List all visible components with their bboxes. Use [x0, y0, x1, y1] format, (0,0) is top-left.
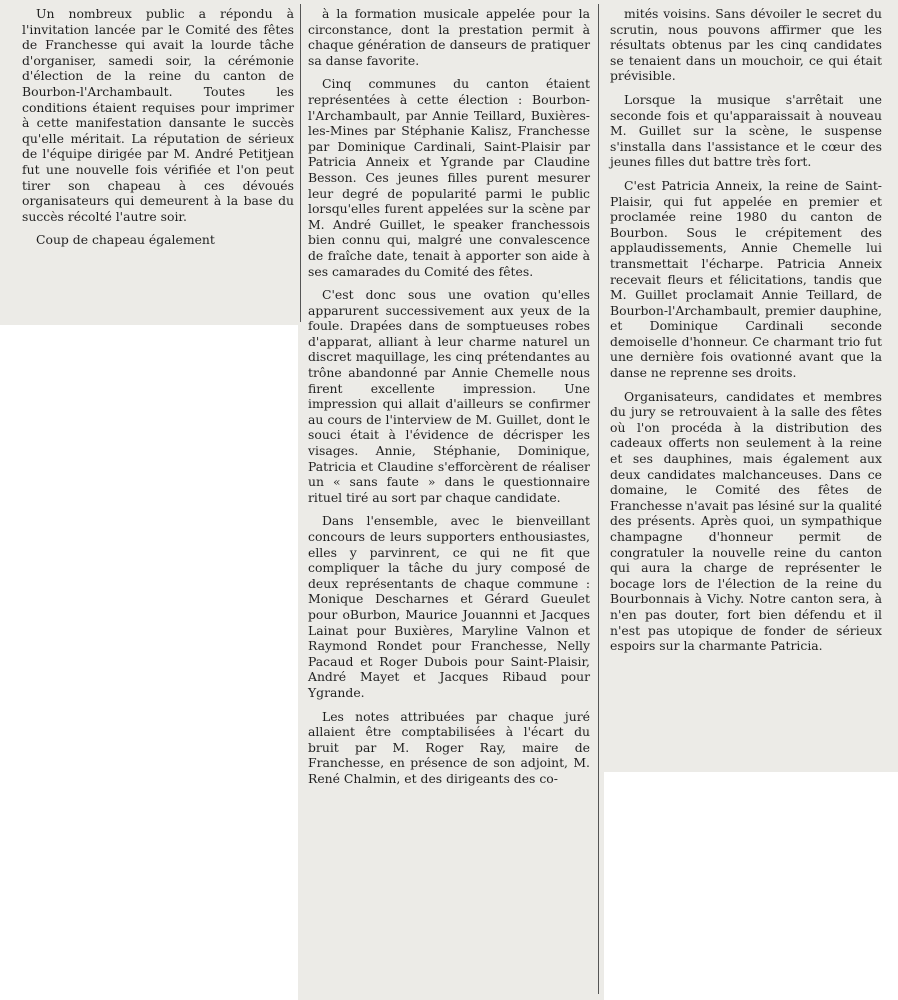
paragraph: Les notes attribuées par chaque juré allaient être comptabilisées à l'écart du bruit par M. Roger Ray, maire de Franchesse, en présence de son adjoint, M. René Chalmin, et des dirigeants des co-	[308, 708, 590, 786]
paragraph: C'est Patricia Anneix, la reine de Saint-Plaisir, qui fut appelée en premier et proclamée reine 1980 du canton de Bourbon. Sous le crépitement des applaudissements, Annie Chemelle lui transmettait l'écharpe. Patricia Anneix recevait fleurs et félicitations, tandis que M. Guillet proclamait Annie Teillard, de Bourbon-l'Archambault, premier dauphine, et Dominique Cardinali seconde demoiselle d'honneur. Ce charmant trio fut une dernière fois ovationné avant que la danse ne reprenne ses droits.	[610, 177, 882, 381]
article-column-3	[610, 6, 882, 662]
paragraph: Coup de chapeau également	[36, 232, 215, 248]
clipping-fragment-bottom	[298, 772, 604, 1000]
column-rule-1	[300, 4, 301, 322]
column-rule-2	[598, 4, 599, 994]
article-column-2	[308, 6, 590, 795]
paragraph: Dans l'ensemble, avec le bienveillant concours de leurs supporters enthousiastes, elles y parvinrent, ce qui ne fit que compliquer la tâche du jury composé de deux représentants de chaque commune : Monique Descharnes et Gérard Gueulet pour oBurbon, Maurice Jouannni et Jacques Lainat pour Buxières, Maryline Valnon et Raymond Rondet pour Franchesse, Nelly Pacaud et Roger Dubois pour Saint-Plaisir, André Mayet et Jacques Ribaud pour Ygrande.	[308, 513, 590, 700]
paragraph: mités voisins. Sans dévoiler le secret du scrutin, nous pouvons affirmer que les résultats obtenus par les cinq candidates se tenaient dans un mouchoir, ce qui était prévisible.	[610, 6, 882, 84]
paragraph: Un nombreux public a répondu à l'invitation lancée par le Comité des fêtes de Franchesse qui avait la lourde tâche d'organiser, samedi soir, la cérémonie d'élection de la reine du canton de Bourbon-l'Archambault. Toutes les conditions étaient requises pour imprimer à cette manifestation dansante le succès qu'elle méritait. La réputation de sérieux de l'équipe dirigée par M. André Petitjean fut une nouvelle fois vérifiée et l'on peut tirer son chapeau à ces dévoués organisateurs qui demeurent à la base du succès récolté l'autre soir.	[22, 6, 294, 224]
article-column-1	[22, 6, 294, 256]
paragraph: Lorsque la musique s'arrêtait une seconde fois et qu'apparaissait à nouveau M. Guillet sur la scène, le suspense s'installa dans l'assistance et le cœur des jeunes filles dut battre très fort.	[610, 91, 882, 170]
paragraph: à la formation musicale appelée pour la circonstance, dont la prestation permit à chaque génération de danseurs de pratiquer sa danse favorite.	[308, 6, 590, 68]
paragraph: C'est donc sous une ovation qu'elles apparurent successivement aux yeux de la foule. Drapées dans de somptueuses robes d'apparat, alliant à leur charme naturel un discret maquillage, les cinq prétendantes au trône abandonné par Annie Chemelle nous firent excellente impression. Une impression qui allait d'ailleurs se confirmer au cours de l'interview de M. Guillet, dont le souci était à l'évidence de décrisper les visages. Annie, Stéphanie, Dominique, Patricia et Claudine s'efforcèrent de réaliser un « sans faute » dans le questionnaire rituel tiré au sort par chaque candidate.	[308, 287, 590, 505]
paragraph: Organisateurs, candidates et membres du jury se retrouvaient à la salle des fêtes où l'on procéda à la distribution des cadeaux offerts non seulement à la reine et ses dauphines, mais également aux deux candidates malchanceuses. Dans ce domaine, le Comité des fêtes de Franchesse n'avait pas lésiné sur la qualité des présents. Après quoi, un sympathique champagne d'honneur permit de congratuler la nouvelle reine du canton qui aura la charge de représenter le bocage lors de l'élection de la reine du Bourbonnais à Vichy. Notre canton sera, à n'en pas douter, fort bien défendu et il n'est pas utopique de fonder de sérieux espoirs sur la charmante Patricia.	[610, 388, 882, 654]
paragraph: Cinq communes du canton étaient représentées à cette élection : Bourbon-l'Archambault, par Annie Teillard, Buxières-les-Mines par Stéphanie Kalisz, Franchesse par Dominique Cardinali, Saint-Plaisir par Patricia Anneix et Ygrande par Claudine Besson. Ces jeunes filles purent mesurer leur degré de popularité parmi le public lorsqu'elles furent appelées sur la scène par M. André Guillet, le speaker franchessois bien connu qui, malgré une convalescence de fraîche date, tenait à apporter son aide à ses camarades du Comité des fêtes.	[308, 76, 590, 279]
